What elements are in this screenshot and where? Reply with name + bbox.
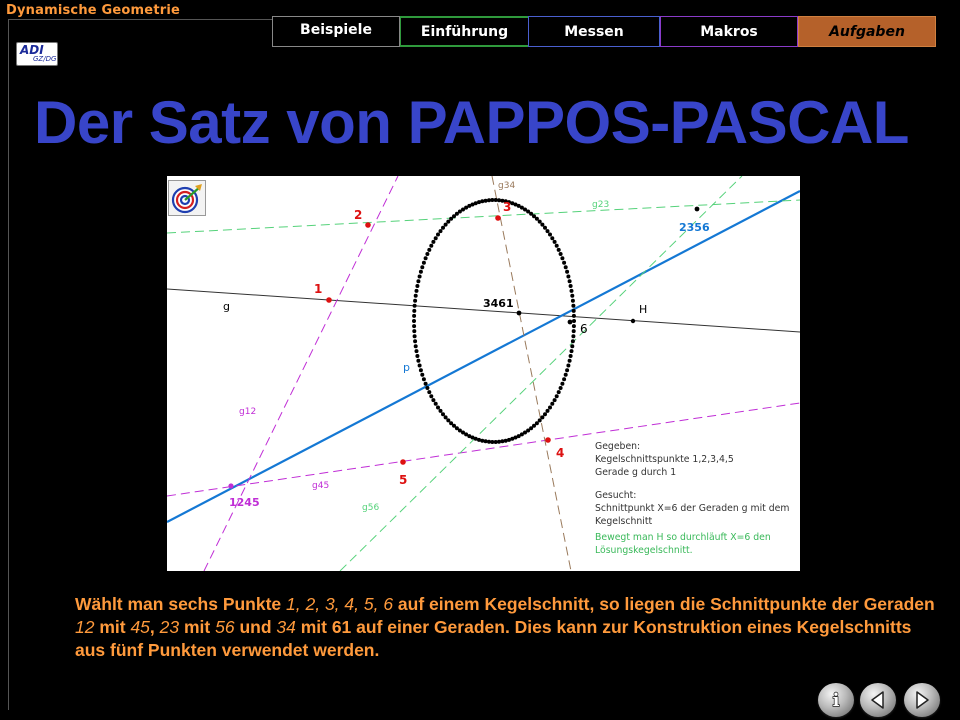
conic-dot <box>412 329 416 333</box>
tab-makros[interactable]: Makros <box>660 16 798 47</box>
conic-dot <box>571 339 575 343</box>
line-g <box>167 289 800 332</box>
info-sought-title: Gesucht: <box>595 490 637 501</box>
line-p <box>167 191 800 522</box>
conic-dot <box>427 390 431 394</box>
info-box <box>595 441 789 556</box>
description-text <box>75 593 945 662</box>
back-button[interactable] <box>860 683 896 717</box>
conic-dot <box>490 198 494 202</box>
info-hint-line2: Lösungskegelschnitt. <box>595 545 693 556</box>
conic-dot <box>564 373 568 377</box>
conic-dot <box>548 233 552 237</box>
point-5[interactable] <box>400 459 406 465</box>
conic-dot <box>420 265 424 269</box>
conic-dot <box>571 299 575 303</box>
label-g45: g45 <box>312 481 330 491</box>
conic-dot <box>572 329 576 333</box>
conic-dot <box>416 359 420 363</box>
conic-dot <box>570 344 574 348</box>
arrow-right-icon <box>912 690 932 710</box>
label-4: 4 <box>556 446 565 460</box>
conic-dot <box>444 415 448 419</box>
conic-dot <box>571 304 575 308</box>
info-sought-line1: Schnittpunkt X=6 der Geraden g mit dem <box>595 503 790 514</box>
conic-dot <box>562 261 566 265</box>
point-1245 <box>228 483 233 488</box>
label-6: 6 <box>580 322 588 336</box>
label-g34: g34 <box>498 181 516 191</box>
conic-dot <box>424 256 428 260</box>
info-given-title: Gegeben: <box>595 441 641 452</box>
conic-dot <box>412 314 416 318</box>
conic-dot <box>415 284 419 288</box>
tab-aufgaben[interactable]: Aufgaben <box>798 16 936 47</box>
arrow-left-icon <box>868 690 888 710</box>
adi-logo[interactable] <box>16 42 58 66</box>
conic-dot <box>555 244 559 248</box>
tab-einfuehrung[interactable]: Einführung <box>400 16 528 47</box>
conic-dot <box>546 409 550 413</box>
conic-dot <box>570 289 574 293</box>
conic-dot <box>419 368 423 372</box>
conic-dot <box>548 406 552 410</box>
conic-dot <box>415 349 419 353</box>
conic-dot <box>429 244 433 248</box>
line-g45 <box>167 403 800 496</box>
label-g56: g56 <box>362 503 380 513</box>
conic-dot <box>572 324 576 328</box>
conic-dot <box>436 406 440 410</box>
tab-messen[interactable]: Messen <box>528 16 660 47</box>
target-tool-icon[interactable] <box>168 180 206 216</box>
conic-dot <box>494 440 498 444</box>
conic-dot <box>414 344 418 348</box>
conic-dot <box>413 304 417 308</box>
point-3461 <box>517 311 522 316</box>
conic-dot <box>441 412 445 416</box>
info-glyph: i <box>832 690 840 711</box>
conic-dot <box>568 279 572 283</box>
conic-dot <box>415 289 419 293</box>
desc-part: mit <box>94 617 131 637</box>
conic-dot <box>555 394 559 398</box>
label-1245: 1245 <box>229 496 260 509</box>
label-3: 3 <box>503 200 512 214</box>
conic-dot <box>553 240 557 244</box>
conic-dot <box>538 220 542 224</box>
conic-dot <box>422 261 426 265</box>
geometry-figure <box>167 176 800 571</box>
nav-tabs <box>272 16 936 47</box>
conic-dot <box>557 248 561 252</box>
conic-dot <box>559 386 563 390</box>
conic-dot <box>431 398 435 402</box>
desc-part: mit <box>179 617 216 637</box>
conic-dot <box>564 265 568 269</box>
desc-points: 1, 2, 3, 4, 5, 6 <box>286 594 394 614</box>
conic-dot <box>425 386 429 390</box>
conic-dot <box>434 236 438 240</box>
label-g23: g23 <box>592 200 610 210</box>
conic-dot <box>429 394 433 398</box>
line-g34 <box>492 176 571 571</box>
conic-dot <box>497 198 501 202</box>
conic-dot <box>568 359 572 363</box>
conic-dot <box>543 226 547 230</box>
conic-dot <box>415 354 419 358</box>
conic-dot <box>572 309 576 313</box>
conic-dot <box>572 319 576 323</box>
point-4[interactable] <box>545 437 551 443</box>
conic-dot <box>418 275 422 279</box>
conic-dot <box>418 364 422 368</box>
conic-dot <box>560 382 564 386</box>
label-2: 2 <box>354 208 363 222</box>
conic-dot <box>500 439 504 443</box>
left-divider <box>8 20 9 710</box>
conic-dot <box>420 373 424 377</box>
conic-dot <box>439 409 443 413</box>
label-h: H <box>639 303 648 316</box>
conic-dot <box>487 440 491 444</box>
label-g: g <box>223 300 230 313</box>
conic-dot <box>412 319 416 323</box>
conic-dot <box>424 382 428 386</box>
conic-dot <box>436 233 440 237</box>
conic-dot <box>414 294 418 298</box>
conic-dot <box>412 309 416 313</box>
label-g12: g12 <box>239 407 257 417</box>
conic-dot <box>565 368 569 372</box>
conic-dot <box>550 402 554 406</box>
desc-part: Wählt man sechs Punkte <box>75 594 287 614</box>
conic-dot <box>441 226 445 230</box>
conic-dot <box>439 229 443 233</box>
desc-part: und <box>234 617 277 637</box>
desc-part: , <box>149 617 160 637</box>
conic-dot <box>425 252 429 256</box>
conic-dot <box>413 334 417 338</box>
conic-dot <box>569 354 573 358</box>
conic-dot <box>566 275 570 279</box>
conic-dot <box>557 390 561 394</box>
page-title: Der Satz von PAPPOS-PASCAL <box>34 89 909 156</box>
conic-dot <box>484 199 488 203</box>
logo-subtext: GZ/DG <box>33 55 57 63</box>
forward-button[interactable] <box>904 683 940 717</box>
conic-dot <box>446 418 450 422</box>
conic-dot <box>416 279 420 283</box>
info-given-line1: Kegelschnittspunkte 1,2,3,4,5 <box>595 454 734 465</box>
conic-dot <box>572 314 576 318</box>
point-2356 <box>695 207 700 212</box>
desc-line-34: 34 <box>276 617 296 637</box>
conic-dot <box>413 299 417 303</box>
label-1: 1 <box>314 282 323 296</box>
info-button[interactable] <box>818 683 854 717</box>
desc-line-45: 45 <box>130 617 150 637</box>
conic-dot <box>565 270 569 274</box>
desc-line-12: 12 <box>75 617 95 637</box>
conic-dot <box>559 252 563 256</box>
label-3461: 3461 <box>483 297 514 310</box>
point-2[interactable] <box>365 222 371 228</box>
point-6 <box>568 320 573 325</box>
header-divider <box>8 19 272 20</box>
conic-dot <box>413 339 417 343</box>
conic-dot <box>422 377 426 381</box>
conic-dot <box>550 236 554 240</box>
desc-line-56: 56 <box>215 617 235 637</box>
label-2356: 2356 <box>679 221 710 234</box>
conic-dot <box>546 229 550 233</box>
label-p: p <box>403 361 410 374</box>
conic-dot <box>540 415 544 419</box>
conic-dot <box>570 349 574 353</box>
construction-canvas <box>167 176 800 571</box>
conic-dot <box>427 248 431 252</box>
info-hint-line1: Bewegt man H so durchläuft X=6 den <box>595 532 771 543</box>
conic-dot <box>434 402 438 406</box>
conic-dot <box>419 270 423 274</box>
conic-dot <box>562 377 566 381</box>
conic-dot <box>553 398 557 402</box>
conic-dot <box>569 284 573 288</box>
info-sought-line2: Kegelschnitt <box>595 516 653 527</box>
point-3[interactable] <box>495 215 501 221</box>
conic-dot <box>570 294 574 298</box>
conic-dot <box>566 364 570 368</box>
conic-dot <box>543 412 547 416</box>
info-icon <box>826 689 846 711</box>
conic-dot <box>444 223 448 227</box>
app-title: Dynamische Geometrie <box>6 3 181 18</box>
desc-line-23: 23 <box>159 617 180 637</box>
point-h[interactable] <box>631 319 635 323</box>
desc-part: auf einem Kegelschnitt, so liegen die Schnittpunkte der Geraden <box>393 594 935 614</box>
label-5: 5 <box>399 473 408 487</box>
conic-dot <box>412 324 416 328</box>
conic-dot <box>431 240 435 244</box>
info-given-line2: Gerade g durch 1 <box>595 467 677 478</box>
point-1[interactable] <box>326 297 332 303</box>
tab-beispiele[interactable]: Beispiele <box>272 16 400 47</box>
conic-dot <box>571 334 575 338</box>
logo-text: ADI <box>20 43 44 57</box>
conic-dot <box>560 256 564 260</box>
conic-dot <box>540 223 544 227</box>
desc-part: mit 61 auf einer Geraden. Dies kann zur Konstruktion eines Kegelschnitts aus fünf Punkten verwendet werden. <box>75 617 912 660</box>
